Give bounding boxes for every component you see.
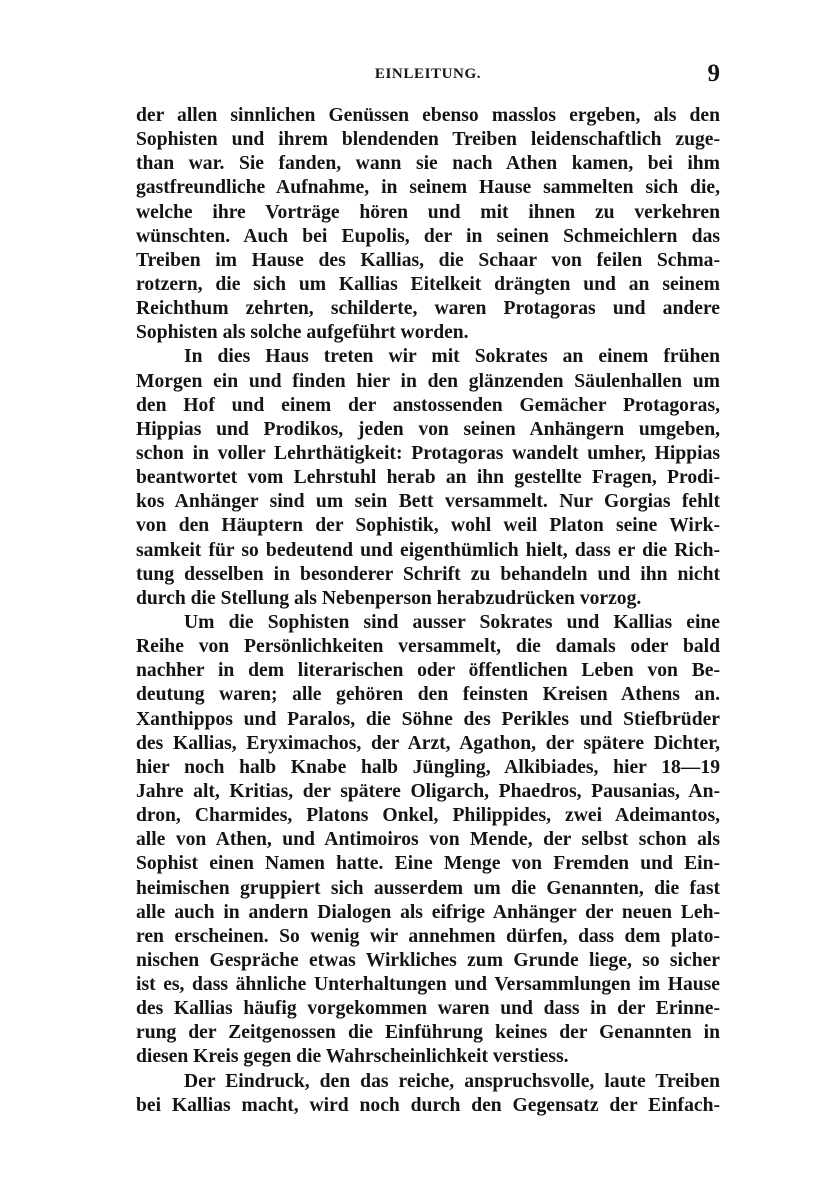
text-line: Sophisten als solche aufgeführt worden. — [136, 322, 469, 344]
text-line: tung desselben in besonderer Schrift zu behandeln und ihn nicht — [136, 563, 720, 585]
page-number: 9 — [707, 60, 720, 87]
text-line: In dies Haus treten wir mit Sokrates an einem frühen — [184, 346, 720, 368]
text-line: bei Kallias macht, wird noch durch den Gegensatz der Einfach- — [136, 1094, 720, 1116]
text-line: welche ihre Vorträge hören und mit ihnen zu verkehren — [136, 201, 720, 223]
text-line: nachher in dem literarischen oder öffentlichen Leben von Be- — [136, 660, 720, 682]
text-line: gastfreundliche Aufnahme, in seinem Hause sammelten sich die, — [136, 177, 720, 199]
text-line: Um die Sophisten sind ausser Sokrates und Kallias eine — [184, 611, 720, 633]
text-line: den Hof und einem der anstossenden Gemächer Protagoras, — [136, 394, 720, 416]
text-line: Reichthum zehrten, schilderte, waren Protagoras und andere — [136, 298, 720, 320]
text-line: Jahre alt, Kritias, der spätere Oligarch, Phaedros, Pausanias, An- — [136, 780, 720, 802]
text-line: durch die Stellung als Nebenperson herabzudrücken vorzog. — [136, 587, 642, 609]
text-line: Sophist einen Namen hatte. Eine Menge von Fremden und Ein- — [136, 853, 720, 875]
paragraph — [136, 345, 720, 611]
text-line: Sophisten und ihrem blendenden Treiben leidenschaftlich zuge- — [136, 129, 720, 151]
text-line: beantwortet vom Lehrstuhl herab an ihn gestellte Fragen, Prodi- — [136, 467, 720, 489]
text-line: Hippias und Prodikos, jeden von seinen Anhängern umgeben, — [136, 418, 720, 440]
body-text — [136, 104, 720, 1118]
running-title: EINLEITUNG. — [374, 66, 482, 82]
text-line: rotzern, die sich um Kallias Eitelkeit drängten und an seinem — [136, 273, 720, 295]
text-line: des Kallias häufig vorgekommen waren und dass in der Erinne- — [136, 998, 720, 1020]
text-line: ren erscheinen. So wenig wir annehmen dürfen, dass dem plato- — [136, 925, 720, 947]
text-line: alle von Athen, und Antimoiros von Mende, der selbst schon als — [136, 829, 720, 851]
text-line: Xanthippos und Paralos, die Söhne des Perikles und Stiefbrüder — [136, 708, 720, 730]
text-line: ist es, dass ähnliche Unterhaltungen und Versammlungen im Hause — [136, 974, 720, 996]
text-line: than war. Sie fanden, wann sie nach Athen kamen, bei ihm — [136, 153, 720, 175]
text-line: nischen Gespräche etwas Wirkliches zum Grunde liege, so sicher — [136, 949, 720, 971]
text-line: rung der Zeitgenossen die Einführung keines der Genannten in — [136, 1022, 720, 1044]
text-line: Reihe von Persönlichkeiten versammelt, die damals oder bald — [136, 636, 720, 658]
paragraph — [136, 1070, 720, 1118]
text-line: der allen sinnlichen Genüssen ebenso masslos ergeben, als den — [136, 105, 720, 126]
text-line: kos Anhänger sind um sein Bett versammelt. Nur Gorgias fehlt — [136, 491, 720, 513]
text-line: schon in voller Lehrthätigkeit: Protagoras wandelt umher, Hippias — [136, 442, 720, 464]
paragraph — [136, 104, 720, 345]
text-line: von den Häuptern der Sophistik, wohl weil Platon seine Wirk- — [136, 515, 720, 537]
text-line: wünschten. Auch bei Eupolis, der in seinen Schmeichlern das — [136, 225, 720, 247]
page-header — [136, 62, 720, 94]
text-line: dron, Charmides, Platons Onkel, Philippides, zwei Adeimantos, — [136, 805, 720, 827]
text-line: diesen Kreis gegen die Wahrscheinlichkeit verstiess. — [136, 1046, 569, 1068]
text-line: hier noch halb Knabe halb Jüngling, Alkibiades, hier 18—19 — [136, 756, 720, 778]
text-line: alle auch in andern Dialogen als eifrige Anhänger der neuen Leh- — [136, 901, 720, 923]
text-line: deutung waren; alle gehören den feinsten Kreisen Athens an. — [136, 684, 720, 706]
text-line: Der Eindruck, den das reiche, anspruchsvolle, laute Treiben — [184, 1070, 720, 1092]
text-line: Morgen ein und finden hier in den glänzenden Säulenhallen um — [136, 370, 720, 392]
text-line: Treiben im Hause des Kallias, die Schaar von feilen Schma- — [136, 249, 720, 271]
text-line: des Kallias, Eryximachos, der Arzt, Agathon, der spätere Dichter, — [136, 732, 720, 754]
text-line: samkeit für so bedeutend und eigenthümlich hielt, dass er die Rich- — [136, 539, 720, 561]
text-line: heimischen gruppiert sich ausserdem um die Genannten, die fast — [136, 877, 720, 899]
paragraph — [136, 611, 720, 1070]
